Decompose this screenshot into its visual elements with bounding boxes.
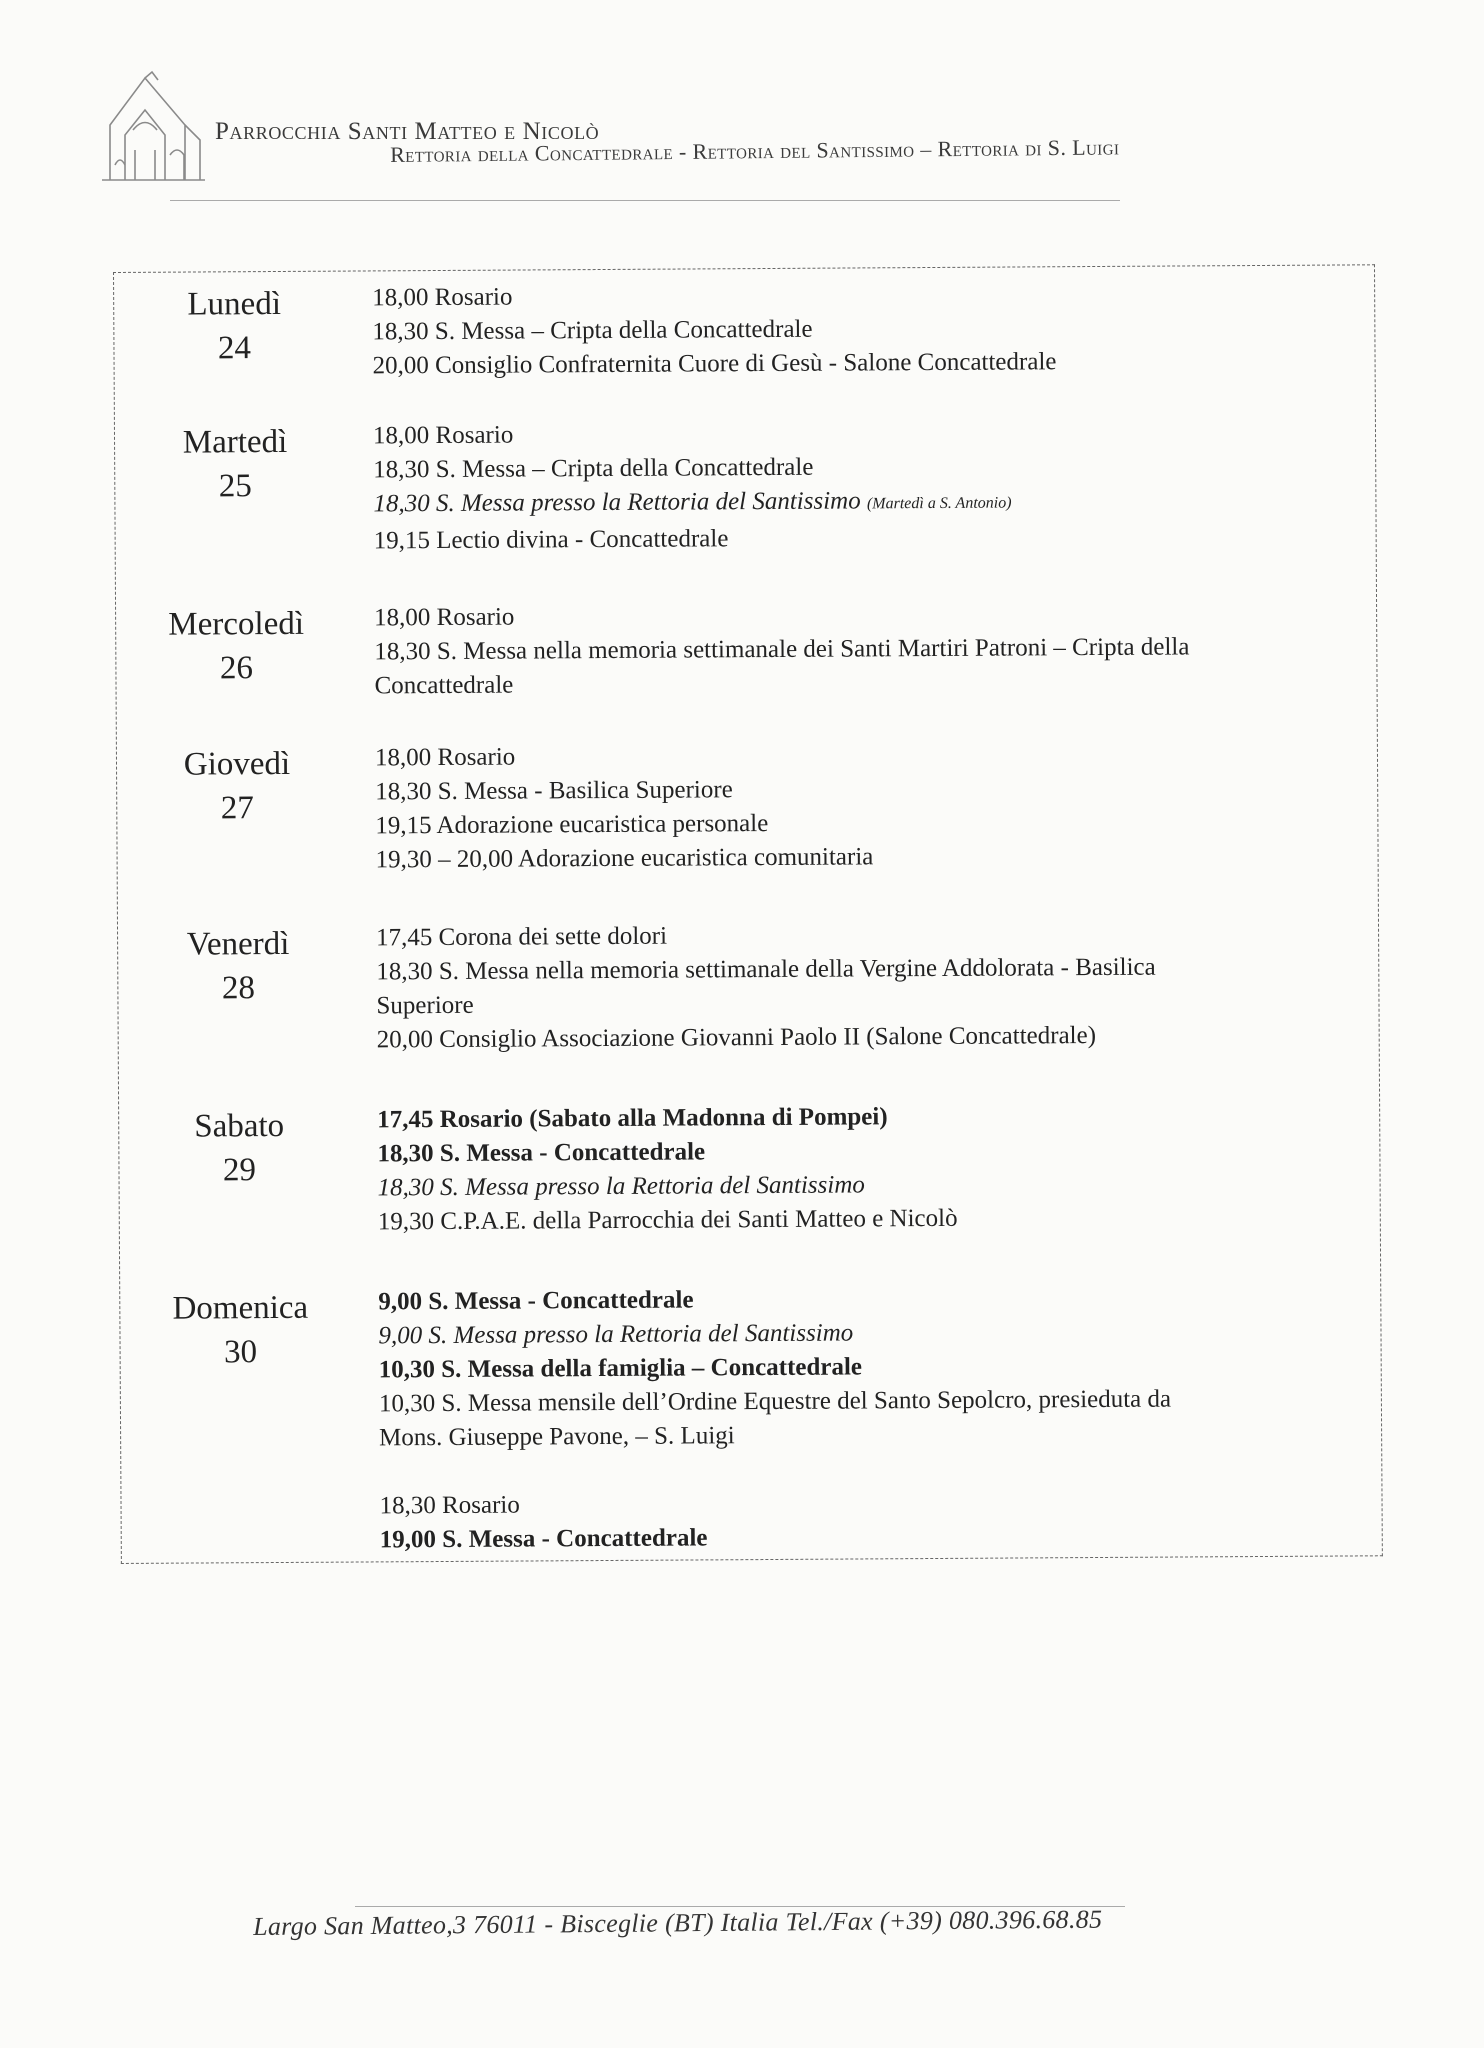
day-name: Domenica (172, 1289, 309, 1327)
header-divider (170, 200, 1120, 201)
church-logo-icon (100, 70, 210, 190)
day-events (376, 915, 1367, 1057)
day-name: Venerdì (186, 925, 290, 963)
event-line: 18,30 S. Messa nella memoria settimanale della Vergine Addolorata - Basilica (376, 953, 1156, 986)
day-block (120, 1279, 1380, 1554)
event-line: 9,00 S. Messa presso la Rettoria del Santissimo (378, 1319, 854, 1350)
event-line: 18,00 Rosario (372, 421, 514, 450)
event-line: 18,30 Rosario (379, 1491, 520, 1520)
day-number: 29 (222, 1152, 257, 1189)
event-line: 20,00 Consiglio Confraternita Cuore di Gesù - Salone Concattedrale (372, 348, 1057, 380)
event-line: 19,15 Adorazione eucaristica personale (375, 810, 769, 840)
day-name: Giovedì (183, 745, 291, 783)
day-name: Sabato (194, 1107, 285, 1145)
weekly-schedule (113, 264, 1383, 1564)
footer-address: Largo San Matteo,3 76011 - Bisceglie (BT) Italia Tel./Fax (+39) 080.396.68.85 (253, 1904, 1103, 1941)
day-events (375, 735, 1366, 877)
day-number: 26 (219, 650, 254, 687)
event-line: 18,30 S. Messa - Concattedrale (377, 1138, 706, 1168)
event-line: 20,00 Consiglio Associazione Giovanni Paolo II (Salone Concattedrale) (376, 1022, 1097, 1054)
day-name: Martedì (182, 423, 288, 461)
day-label (136, 602, 337, 691)
event-line: 18,00 Rosario (374, 743, 516, 772)
day-number: 30 (223, 1334, 258, 1371)
event-line: 18,30 S. Messa presso la Rettoria del Santissimo (377, 1171, 865, 1202)
event-line: 18,30 S. Messa – Cripta della Concattedrale (372, 315, 813, 346)
event-text: 18,30 S. Messa presso la Rettoria del Santissimo (373, 487, 861, 518)
day-label (140, 1286, 341, 1375)
day-label (139, 1104, 340, 1193)
rectories-subtitle: Rettoria della Concattedrale - Rettoria del Santissimo – Rettoria di S. Luigi (390, 134, 1120, 167)
day-name: Lunedì (187, 285, 282, 323)
day-events (377, 1097, 1368, 1239)
day-name: Mercoledì (168, 605, 305, 643)
event-line: Mons. Giuseppe Pavone, – S. Luigi (379, 1422, 735, 1452)
day-block (114, 275, 1374, 380)
event-line: 18,00 Rosario (372, 283, 513, 312)
event-line: 18,00 Rosario (374, 603, 515, 632)
day-block (116, 595, 1376, 700)
day-label (135, 420, 336, 509)
day-number: 28 (221, 970, 255, 1007)
event-line: 17,45 Rosario (Sabato alla Madonna di Pompei) (377, 1103, 888, 1134)
day-events (374, 595, 1365, 703)
event-line: Concattedrale (374, 671, 514, 700)
event-line: 19,15 Lectio divina - Concattedrale (373, 525, 729, 555)
event-line: 18,30 S. Messa nella memoria settimanale dei Santi Martiri Patroni – Cripta della (374, 633, 1190, 666)
event-line: 19,00 S. Messa - Concattedrale (379, 1524, 708, 1554)
parish-name: Parrocchia Santi Matteo e Nicolò (215, 118, 600, 145)
event-line (373, 481, 1363, 524)
event-line: 17,45 Corona dei sette dolori (375, 922, 668, 952)
day-label (138, 922, 339, 1011)
day-number: 24 (217, 330, 252, 367)
day-number: 27 (220, 790, 254, 827)
day-events (372, 275, 1363, 383)
day-block (117, 735, 1377, 874)
day-label (137, 742, 338, 831)
event-line: 19,30 C.P.A.E. della Parrocchia dei Santi Matteo e Nicolò (377, 1204, 958, 1236)
day-block (118, 915, 1378, 1054)
event-line: 19,30 – 20,00 Adorazione eucaristica comunitaria (375, 843, 874, 874)
day-events (373, 413, 1364, 558)
day-label (134, 282, 335, 371)
event-line: Superiore (376, 991, 474, 1020)
event-line: 18,30 S. Messa – Cripta della Concattedrale (373, 453, 814, 484)
event-note: (Martedì a S. Antonio) (866, 494, 1012, 513)
day-number: 25 (218, 468, 252, 505)
event-line: 10,30 S. Messa mensile dell’Ordine Equestre del Santo Sepolcro, presieduta da (378, 1385, 1172, 1418)
day-block (119, 1097, 1379, 1236)
day-block (115, 413, 1375, 555)
day-events (378, 1279, 1370, 1557)
event-line: 18,30 S. Messa - Basilica Superiore (375, 776, 733, 806)
event-line: 9,00 S. Messa - Concattedrale (378, 1286, 694, 1316)
event-line: 10,30 S. Messa della famiglia – Concattedrale (378, 1353, 863, 1384)
